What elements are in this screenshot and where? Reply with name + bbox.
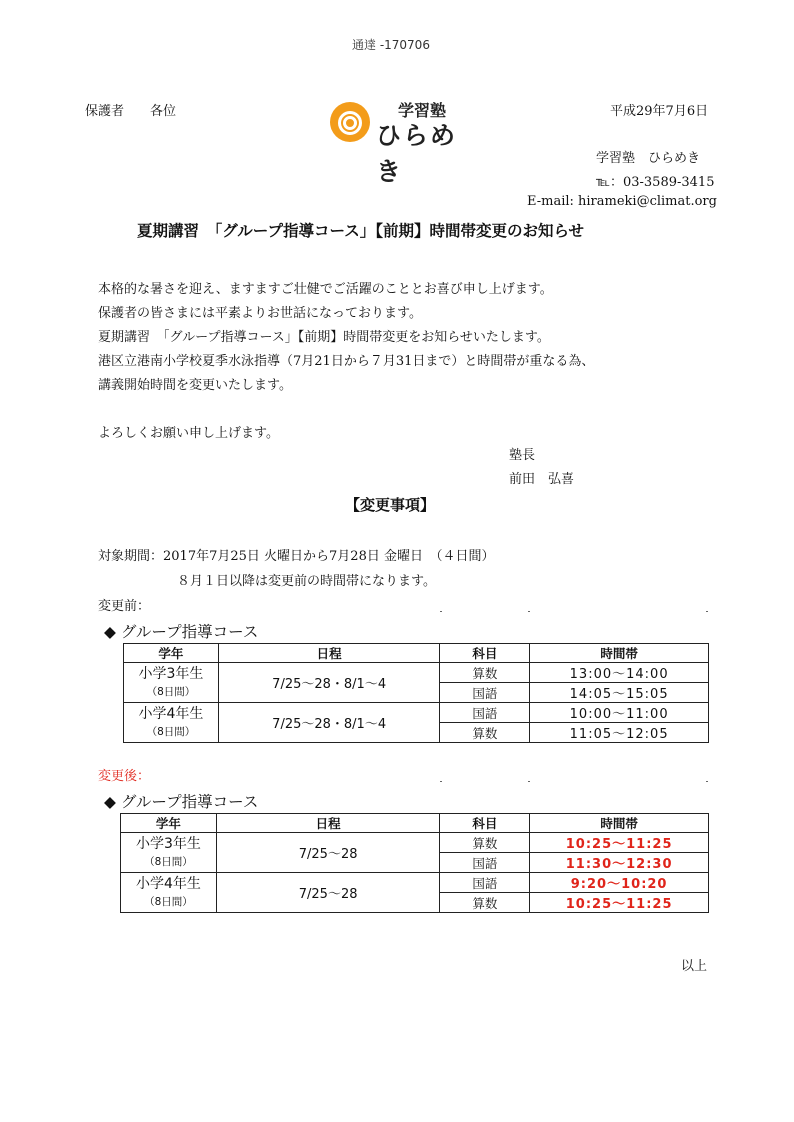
grade-name: 小学4年生 [138,705,204,722]
header-schedule: 日程 [218,644,440,663]
time-cell: 9:20～10:20 [530,873,709,893]
header-time: 時間帯 [530,814,709,833]
table-row [121,833,709,853]
body-line: 講義開始時間を変更いたします。 [98,378,292,393]
grade-name: 小学3年生 [138,665,204,682]
subject-cell: 算数 [440,723,530,743]
body-line: 保護者の皆さまには平素よりお世話になっております。 [98,306,422,321]
sender-tel: ℡：03-3589-3415 [596,175,715,190]
subject-cell: 算数 [440,833,530,853]
header-grade: 学年 [121,814,217,833]
table-row [124,703,709,723]
grade-cell [124,663,219,703]
sender-name: 学習塾 ひらめき [596,151,701,166]
recipient: 保護者 各位 [85,104,177,119]
header-subject: 科目 [440,814,530,833]
logo-main-text: ひらめき [376,121,458,186]
body-line: 港区立港南小学校夏季水泳指導（7月21日から７月31日まで）と時間帯が重なる為、 [98,354,595,369]
schedule-cell: 7/25～28・8/1～4 [218,663,440,703]
time-cell: 11:05～12:05 [530,723,709,743]
closing-line: よろしくお願い申し上げます。 [98,426,279,441]
sender-email: E-mail: hirameki@climat.org [527,194,717,209]
time-cell: 14:05～15:05 [530,683,709,703]
header-subject: 科目 [440,644,530,663]
schedule-cell: 7/25～28・8/1～4 [218,703,440,743]
after-label: 変更後： [98,769,151,784]
signature-name: 前田 弘喜 [509,472,575,487]
logo-swirl-icon [330,102,370,142]
subject-cell: 国語 [440,683,530,703]
grade-days: （8日間） [146,725,196,738]
body-line: 本格的な暑さを迎え、ますますご壮健でご活躍のこととお喜び申し上げます。 [98,282,553,297]
schedule-table-after [120,813,709,913]
target-note: ８月１日以降は変更前の時間帯になります。 [177,574,436,589]
subject-cell: 算数 [440,893,530,913]
schedule-cell: 7/25～28 [216,873,440,913]
grade-name: 小学4年生 [135,875,201,892]
grade-days: （8日間） [144,895,193,908]
table-row [121,873,709,893]
header-time: 時間帯 [530,644,709,663]
grade-days: （8日間） [146,685,196,698]
before-label: 変更前： [98,599,151,614]
table-header-row [124,644,709,663]
subject-cell: 国語 [440,853,530,873]
schedule-cell: 7/25～28 [216,833,440,873]
time-cell: 10:00～11:00 [530,703,709,723]
table-row [124,663,709,683]
body-line: 夏期講習 「グループ指導コース」【前期】時間帯変更をお知らせいたします。 [98,330,550,345]
school-logo [330,98,480,186]
course-label: ◆ グループ指導コース [104,793,259,811]
page-title: 夏期講習 「グループ指導コース」【前期】時間帯変更のお知らせ [137,221,585,240]
time-cell: 13:00～14:00 [530,663,709,683]
grade-days: （8日間） [144,855,193,868]
logo-top-text: 学習塾 [398,101,447,120]
course-label: ◆ グループ指導コース [104,623,259,641]
subject-cell: 算数 [440,663,530,683]
changes-heading: 【変更事項】 [345,496,436,514]
issue-date: 平成29年7月6日 [610,104,709,119]
header-grade: 学年 [124,644,219,663]
subject-cell: 国語 [440,703,530,723]
document-number: 通達 -170706 [352,38,430,52]
time-cell: 10:25～11:25 [530,893,709,913]
schedule-table-before [123,643,709,743]
target-period: 対象期間：2017年7月25日 火曜日から7月28日 金曜日 （４日間） [98,549,495,564]
end-mark: 以上 [681,959,708,974]
subject-cell: 国語 [440,873,530,893]
header-schedule: 日程 [216,814,440,833]
time-cell: 10:25～11:25 [530,833,709,853]
grade-cell [121,833,217,873]
grade-cell [124,703,219,743]
signature-role: 塾長 [509,448,536,463]
grade-cell [121,873,217,913]
time-cell: 11:30～12:30 [530,853,709,873]
table-header-row [121,814,709,833]
grade-name: 小学3年生 [135,835,201,852]
